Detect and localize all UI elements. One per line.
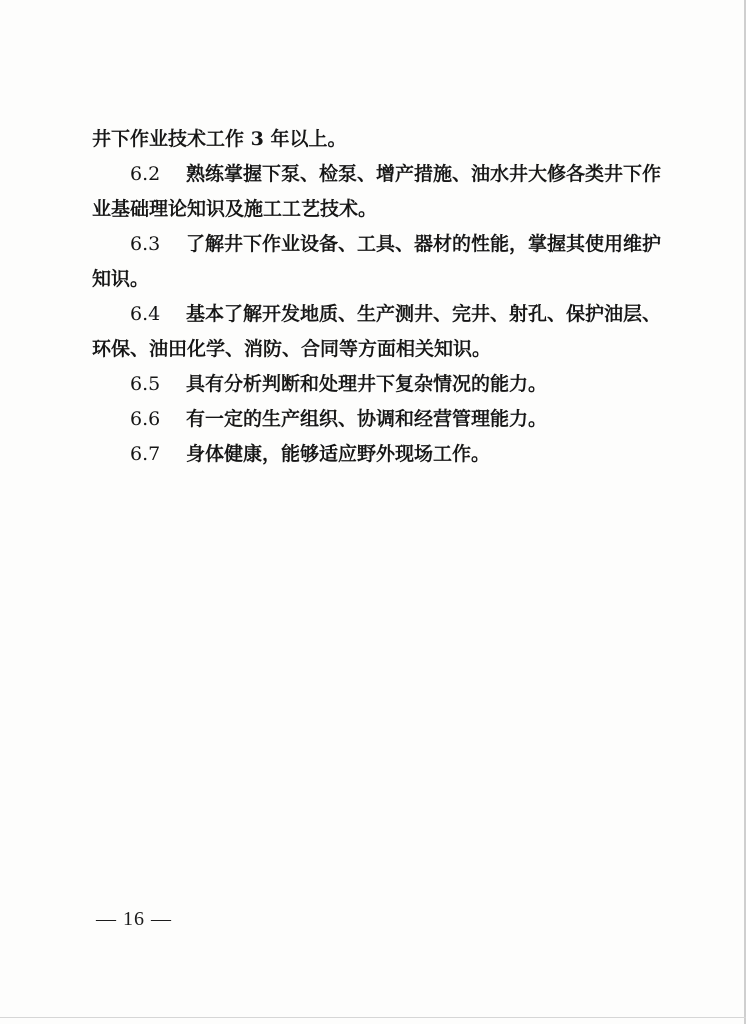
clause-6-6 xyxy=(92,402,652,437)
clause-number: 6.5 xyxy=(130,373,161,395)
clause-number: 6.7 xyxy=(130,443,161,465)
clause-6-5 xyxy=(92,367,652,402)
page-number: — 16 — xyxy=(96,908,172,930)
scan-edge-bottom xyxy=(0,1017,746,1018)
clause-text-continued: 环保、油田化学、消防、合同等方面相关知识。 xyxy=(92,338,492,360)
clause-6-3 xyxy=(92,227,662,297)
clause-number: 6.3 xyxy=(130,233,161,255)
clause-text-continued: 知识。 xyxy=(92,268,150,290)
clause-text-continued: 业基础理论知识及施工工艺技术。 xyxy=(92,198,378,220)
continuation-line: 井下作业技术工作 3 年以上。 xyxy=(92,128,347,150)
clause-6-7 xyxy=(92,437,652,472)
clause-text: 熟练掌握下泵、检泵、增产措施、油水井大修各类井下作 xyxy=(186,163,662,185)
clause-text: 了解井下作业设备、工具、器材的性能，掌握其使用维护 xyxy=(186,233,662,255)
clause-text: 基本了解开发地质、生产测井、完井、射孔、保护油层、 xyxy=(186,303,662,325)
clause-number: 6.4 xyxy=(130,303,161,325)
clause-text: 有一定的生产组织、协调和经营管理能力。 xyxy=(186,408,548,430)
document-body xyxy=(92,122,662,472)
clause-6-4 xyxy=(92,297,662,367)
clause-text: 具有分析判断和处理井下复杂情况的能力。 xyxy=(186,373,548,395)
clause-number: 6.2 xyxy=(130,163,161,185)
clause-text: 身体健康，能够适应野外现场工作。 xyxy=(186,443,491,465)
clause-6-2 xyxy=(92,157,662,227)
clause-number: 6.6 xyxy=(130,408,161,430)
